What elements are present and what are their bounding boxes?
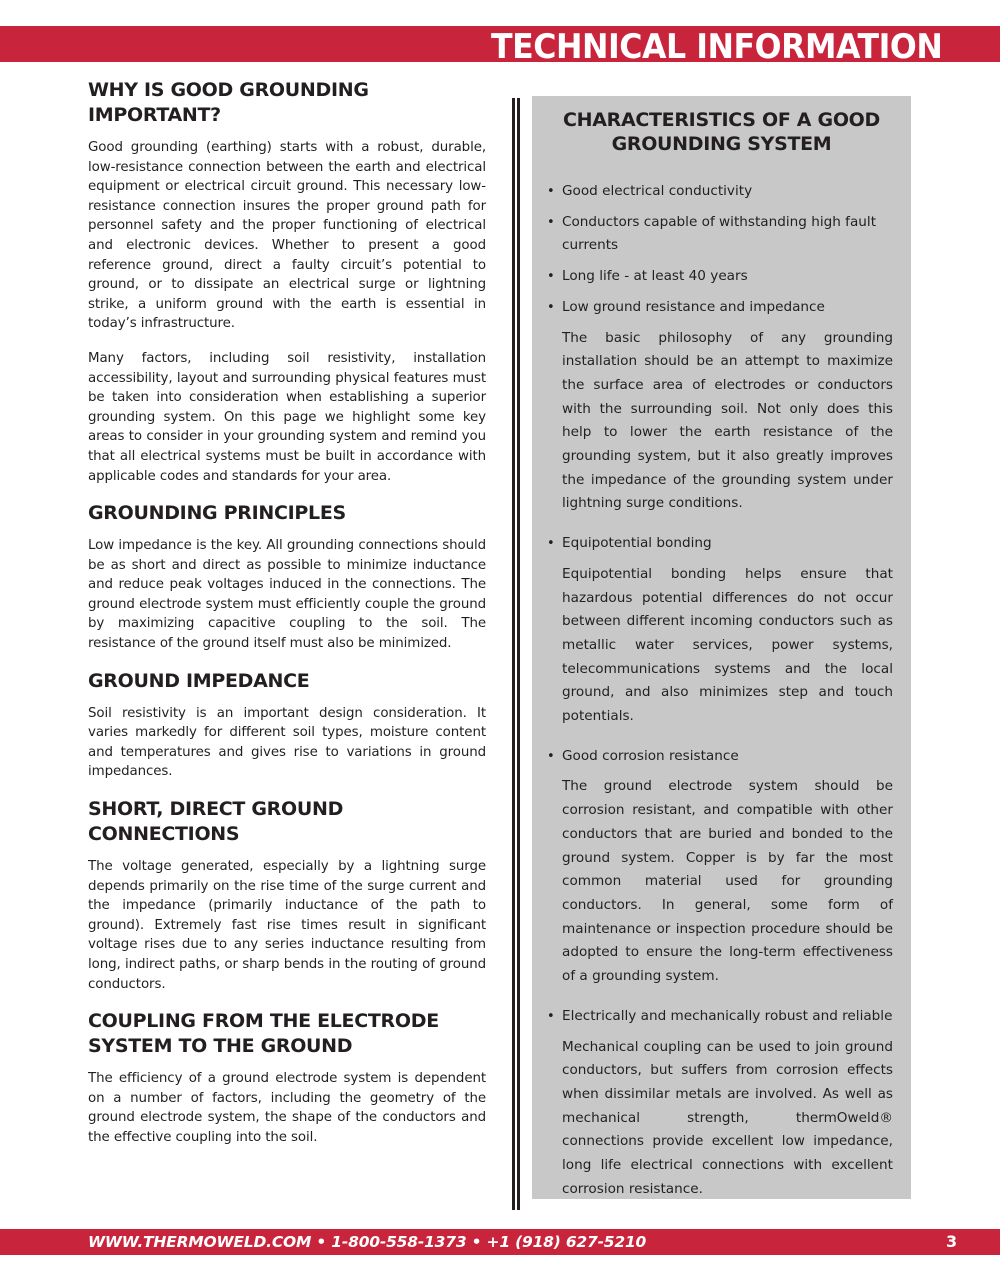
bullet-icon: • — [547, 299, 555, 315]
paragraph: Many factors, including soil resistivity, installation accessibility, layout and surrounding physical features must be taken into consideration when establishing a superior grounding system. On this page we highlight some key areas to consider in your grounding system and remind you that all electrical systems must be built in accordance with applicable codes and standards for your area. — [88, 350, 486, 484]
section-heading: GROUND IMPEDANCE — [88, 669, 310, 692]
list-item — [547, 180, 893, 204]
section-coupling — [88, 1009, 486, 1147]
paragraph: Soil resistivity is an important design consideration. It varies markedly for different soil types, moisture content and temperatures and gives rise to variations in ground impedances. — [88, 705, 486, 780]
list-item-text: Long life - at least 40 years — [562, 268, 748, 285]
column-divider — [512, 98, 515, 1210]
characteristics-list — [532, 532, 911, 556]
bullet-icon: • — [547, 748, 555, 764]
section-why-grounding — [88, 78, 486, 486]
panel-paragraph: The basic philosophy of any grounding installation should be an attempt to maximize the surface area of electrodes or conductors with the surrounding soil. Not only does this help to lower the earth resistance of the grounding system, but it also greatly improves the impedance of the grounding system under lightning surge conditions. — [562, 329, 893, 512]
characteristics-list — [532, 745, 911, 769]
left-column — [88, 78, 486, 1163]
panel-paragraph: The ground electrode system should be corrosion resistant, and compatible with other conductors that are buried and bonded to the ground system. Copper is by far the most common material used for grounding conductors. In general, some form of maintenance or inspection procedure should be adopted to ensure the long-term effectiveness of a grounding system. — [562, 778, 893, 985]
list-item — [547, 211, 893, 258]
list-item — [547, 1005, 893, 1029]
list-item-text: Good corrosion resistance — [562, 747, 739, 764]
section-heading: GROUNDING PRINCIPLES — [88, 502, 346, 525]
page-number: 3 — [946, 1232, 958, 1251]
section-ground-impedance — [88, 669, 486, 782]
bullet-icon: • — [547, 214, 555, 230]
footer-contact: WWW.THERMOWELD.COM • 1-800-558-1373 • +1 (918) 627-5210 — [88, 1233, 647, 1251]
paragraph: Good grounding (earthing) starts with a robust, durable, low-resistance connection between the earth and electrical equipment or electrical circuit ground. This necessary low-resistance connection insures the proper ground path for personnel safety and the proper functioning of electrical and electronic devices. Whether to present a good reference ground, direct a faulty circuit’s potential to ground, or to dissipate an electrical surge or lightning strike, a uniform ground with the earth is essential in today’s infrastructure. — [88, 140, 486, 332]
paragraph: Low impedance is the key. All grounding connections should be as short and direct as possible to minimize inductance and reduce peak voltages induced in the connections. The ground electrode system must efficiently couple the ground by maximizing capacitive coupling to the soil. The resistance of the ground itself must also be minimized. — [88, 538, 486, 652]
bullet-icon: • — [547, 1008, 555, 1024]
bullet-icon: • — [547, 536, 555, 552]
paragraph: The efficiency of a ground electrode system is dependent on a number of factors, including the geometry of the ground electrode system, the shape of the conductors and the effective coupling into the soil. — [88, 1071, 486, 1145]
list-item-text: Conductors capable of withstanding high fault currents — [562, 213, 877, 254]
section-short-direct-connections — [88, 797, 486, 994]
panel-paragraph: Mechanical coupling can be used to join ground conductors, but suffers from corrosion effects when dissimilar metals are involved. As well as mechanical strength, thermOweld® connections provide excellent low impedance, long life electrical connections with excellent corrosion resistance. — [562, 1038, 893, 1197]
page-title: TECHNICAL INFORMATION — [490, 27, 942, 67]
list-item — [547, 265, 893, 289]
characteristics-list — [532, 180, 911, 320]
paragraph: The voltage generated, especially by a lightning surge depends primarily on the rise time of the surge current and the impedance (primarily inductance of the path to ground). Extremely fast rise times result in significant voltage rises due to any series inductance resulting from long, indirect paths, or sharp bends in the routing of ground conductors. — [88, 859, 486, 992]
section-heading: WHY IS GOOD GROUNDING IMPORTANT? — [88, 79, 369, 126]
bullet-icon: • — [547, 269, 555, 285]
list-item-text: Equipotential bonding — [562, 535, 712, 552]
list-item — [547, 745, 893, 769]
characteristics-list — [532, 1005, 911, 1029]
list-item-text: Good electrical conductivity — [562, 183, 753, 199]
panel-title: CHARACTERISTICS OF A GOOD GROUNDING SYSTEM — [562, 109, 880, 155]
list-item — [547, 296, 893, 320]
section-grounding-principles — [88, 501, 486, 654]
list-item-text: Electrically and mechanically robust and reliable — [562, 1007, 893, 1024]
panel-paragraph: Equipotential bonding helps ensure that hazardous potential differences do not occur between different incoming conductors such as metallic water services, power systems, telecommunications systems and the local ground, and also minimizes step and touch potentials. — [562, 565, 893, 725]
column-divider — [517, 98, 520, 1210]
list-item — [547, 532, 893, 556]
section-heading: SHORT, DIRECT GROUND CONNECTIONS — [88, 798, 344, 846]
characteristics-panel — [532, 96, 911, 1199]
list-item-text: Low ground resistance and impedance — [562, 298, 825, 315]
bullet-icon: • — [547, 184, 555, 199]
section-heading: COUPLING FROM THE ELECTRODE SYSTEM TO THE GROUND — [88, 1010, 439, 1058]
